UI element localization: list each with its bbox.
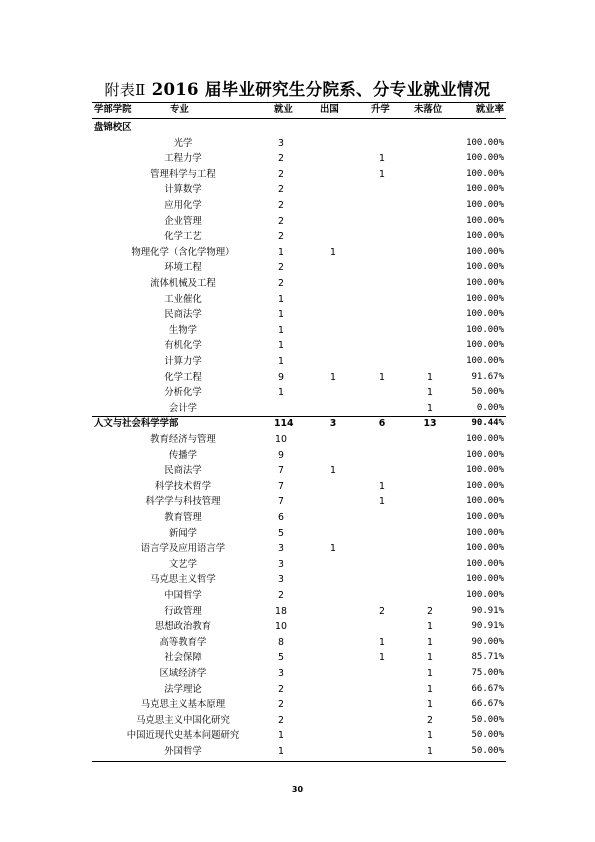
cell-rate: 50.00% (471, 387, 504, 398)
cell-rate: 66.67% (471, 683, 504, 694)
table-row (92, 604, 506, 620)
cell-unplaced: 1 (427, 621, 433, 633)
section-abroad: 3 (329, 418, 337, 430)
cell-employed: 3 (278, 558, 284, 570)
header-bottom-rule (92, 118, 506, 119)
cell-employed: 1 (278, 309, 284, 321)
table-row (92, 276, 506, 292)
cell-major: 计算力学 (164, 356, 202, 367)
section-employed: 114 (274, 418, 294, 430)
table-row (92, 650, 506, 666)
cell-major: 新闻学 (168, 527, 198, 539)
cell-rate: 100.00% (466, 558, 504, 569)
cell-rate: 100.00% (466, 137, 504, 148)
table-row (92, 338, 506, 354)
cell-employed: 10 (275, 621, 287, 633)
cell-major: 会计学 (168, 402, 198, 414)
cell-employed: 9 (278, 449, 284, 461)
cell-further-study: 1 (379, 652, 385, 664)
cell-major: 民商法学 (164, 465, 202, 477)
cell-rate: 100.00% (466, 496, 504, 507)
cell-major: 计算数学 (164, 184, 202, 196)
cell-unplaced: 1 (427, 636, 433, 648)
title-prefix: 附表Ⅱ (104, 81, 146, 99)
cell-unplaced: 1 (427, 402, 433, 414)
cell-major: 分析化学 (164, 387, 202, 399)
cell-employed: 1 (278, 387, 284, 399)
cell-major: 马克思主义基本原理 (140, 699, 226, 711)
table-row (92, 432, 506, 448)
cell-further-study: 1 (379, 371, 385, 383)
section-further-study: 6 (378, 418, 386, 430)
cell-major: 生物学 (168, 324, 198, 336)
cell-rate: 100.00% (466, 340, 504, 351)
table-row (92, 463, 506, 479)
cell-rate: 100.00% (466, 527, 504, 538)
table-row (92, 323, 506, 339)
section-divider-rule (92, 416, 506, 417)
cell-employed: 2 (278, 714, 284, 726)
title-text: 2016 届毕业研究生分院系、分专业就业情况 (151, 80, 491, 99)
cell-employed: 7 (278, 480, 284, 492)
table-row (92, 541, 506, 557)
cell-employed: 3 (278, 543, 284, 555)
table-row (92, 307, 506, 323)
cell-employed: 9 (278, 371, 284, 383)
cell-employed: 1 (278, 356, 284, 367)
table-row (92, 557, 506, 573)
header-unplaced: 未落位 (414, 104, 443, 115)
cell-rate: 100.00% (466, 168, 504, 179)
table-bottom-rule (92, 761, 506, 762)
table-row (92, 354, 506, 370)
cell-rate: 50.00% (471, 746, 504, 756)
cell-major: 科学学与科技管理 (145, 496, 221, 508)
cell-employed: 2 (278, 683, 284, 695)
table-row (92, 385, 506, 401)
page-number: 30 (291, 785, 304, 794)
cell-further-study: 1 (379, 496, 385, 508)
cell-employed: 7 (278, 465, 284, 477)
cell-major: 工业催化 (164, 293, 202, 305)
cell-employed: 2 (278, 215, 284, 227)
cell-major: 化学工艺 (164, 231, 202, 243)
page-title (0, 76, 595, 100)
table-row (92, 292, 506, 308)
cell-major: 教育经济与管理 (150, 434, 216, 445)
cell-rate: 100.00% (466, 293, 504, 304)
section-name: 盘锦校区 (94, 122, 132, 133)
cell-employed: 1 (278, 293, 284, 305)
cell-employed: 1 (278, 730, 284, 742)
cell-major: 有机化学 (164, 340, 202, 352)
table-row (92, 214, 506, 230)
cell-major: 中国近现代史基本问题研究 (126, 730, 240, 742)
cell-employed: 10 (275, 434, 287, 445)
header-rate: 就业率 (475, 104, 504, 115)
table-row (92, 728, 506, 744)
cell-rate: 100.00% (466, 465, 504, 476)
cell-rate: 91.67% (471, 371, 504, 382)
cell-employed: 3 (278, 574, 284, 586)
table-row (92, 136, 506, 152)
section-row (92, 416, 506, 432)
cell-major: 区域经济学 (159, 668, 207, 679)
cell-rate: 100.00% (466, 184, 504, 195)
table-row (92, 151, 506, 167)
cell-major: 语言学及应用语言学 (140, 543, 226, 555)
cell-major: 工程力学 (164, 153, 202, 165)
cell-employed: 1 (278, 324, 284, 336)
cell-rate: 100.00% (466, 153, 504, 164)
cell-rate: 100.00% (466, 512, 504, 522)
table-row (92, 260, 506, 276)
cell-rate: 90.91% (471, 621, 504, 632)
table-row (92, 619, 506, 635)
cell-rate: 0.00% (476, 402, 504, 413)
header-major: 专业 (170, 104, 189, 115)
cell-employed: 7 (278, 496, 284, 508)
cell-major: 科学技术哲学 (154, 480, 212, 492)
cell-major: 企业管理 (164, 215, 202, 227)
cell-major: 应用化学 (164, 200, 202, 211)
cell-unplaced: 1 (427, 699, 433, 711)
section-row (92, 120, 506, 136)
table-row (92, 245, 506, 261)
table-row (92, 494, 506, 510)
cell-further-study: 2 (379, 605, 385, 617)
cell-employed: 1 (278, 246, 284, 258)
table-header-row (92, 102, 506, 118)
table-row (92, 370, 506, 386)
table-row (92, 167, 506, 183)
cell-rate: 100.00% (466, 543, 504, 554)
table-row (92, 635, 506, 651)
cell-rate: 75.00% (471, 668, 504, 678)
cell-rate: 100.00% (466, 356, 504, 366)
cell-unplaced: 1 (427, 730, 433, 742)
cell-employed: 2 (278, 590, 284, 601)
table-row (92, 182, 506, 198)
cell-major: 马克思主义哲学 (150, 574, 216, 586)
cell-unplaced: 1 (427, 683, 433, 695)
cell-rate: 100.00% (466, 449, 504, 460)
cell-abroad: 1 (330, 465, 336, 477)
cell-employed: 3 (278, 137, 284, 149)
cell-rate: 100.00% (466, 262, 504, 273)
cell-major: 社会保障 (164, 652, 202, 664)
cell-major: 传播学 (168, 449, 198, 461)
table-row (92, 198, 506, 214)
table-row (92, 713, 506, 729)
cell-major: 教育管理 (164, 512, 202, 523)
table-row (92, 401, 506, 417)
cell-employed: 18 (275, 605, 287, 617)
cell-employed: 2 (278, 168, 284, 180)
cell-further-study: 1 (379, 480, 385, 492)
cell-unplaced: 1 (427, 387, 433, 399)
cell-major: 民商法学 (164, 309, 202, 321)
table-row (92, 448, 506, 464)
cell-rate: 66.67% (471, 699, 504, 710)
table-row (92, 479, 506, 495)
cell-employed: 2 (278, 699, 284, 711)
cell-rate: 90.91% (471, 605, 504, 616)
cell-further-study: 1 (379, 153, 385, 165)
table-row (92, 229, 506, 245)
table-row (92, 526, 506, 542)
cell-further-study: 1 (379, 636, 385, 648)
cell-major: 行政管理 (164, 605, 202, 617)
cell-rate: 100.00% (466, 278, 504, 288)
cell-rate: 100.00% (466, 215, 504, 226)
cell-employed: 8 (278, 636, 284, 648)
cell-rate: 100.00% (466, 574, 504, 585)
table-row (92, 510, 506, 526)
cell-unplaced: 1 (427, 746, 433, 757)
cell-abroad: 1 (330, 371, 336, 383)
header-further-study: 升学 (371, 104, 390, 115)
table-row (92, 697, 506, 713)
table-row (92, 682, 506, 698)
cell-major: 思想政治教育 (154, 621, 212, 633)
cell-major: 高等教育学 (159, 636, 207, 648)
table-row (92, 572, 506, 588)
cell-rate: 90.00% (471, 636, 504, 647)
header-employed: 就业 (274, 104, 293, 115)
cell-rate: 100.00% (466, 309, 504, 320)
cell-major: 物理化学（含化学物理） (131, 246, 235, 258)
cell-rate: 50.00% (471, 730, 504, 741)
cell-rate: 100.00% (466, 590, 504, 600)
cell-employed: 3 (278, 668, 284, 679)
table-row (92, 666, 506, 682)
cell-abroad: 1 (330, 543, 336, 555)
cell-major: 光学 (173, 137, 193, 149)
cell-rate: 100.00% (466, 324, 504, 335)
header-department: 学部学院 (94, 104, 132, 115)
cell-employed: 6 (278, 512, 284, 523)
cell-employed: 1 (278, 340, 284, 352)
table-row (92, 588, 506, 604)
cell-employed: 5 (278, 527, 284, 539)
cell-employed: 2 (278, 200, 284, 211)
cell-unplaced: 2 (427, 605, 433, 617)
cell-major: 管理科学与工程 (150, 168, 216, 180)
cell-further-study: 1 (379, 168, 385, 180)
cell-major: 中国哲学 (164, 590, 202, 601)
cell-major: 文艺学 (168, 558, 198, 570)
cell-employed: 2 (278, 231, 284, 243)
cell-major: 流体机械及工程 (150, 278, 216, 289)
cell-employed: 5 (278, 652, 284, 664)
cell-rate: 100.00% (466, 231, 504, 242)
cell-employed: 1 (278, 746, 284, 757)
cell-major: 化学工程 (164, 371, 202, 383)
cell-rate: 50.00% (471, 714, 504, 725)
section-unplaced: 13 (423, 418, 437, 430)
cell-rate: 100.00% (466, 434, 504, 444)
cell-employed: 2 (278, 262, 284, 274)
cell-unplaced: 2 (427, 714, 433, 726)
cell-rate: 85.71% (471, 652, 504, 663)
cell-employed: 2 (278, 278, 284, 289)
cell-major: 外国哲学 (164, 746, 202, 757)
cell-rate: 100.00% (466, 200, 504, 210)
cell-major: 环境工程 (164, 262, 202, 274)
cell-major: 马克思主义中国化研究 (136, 714, 230, 726)
cell-unplaced: 1 (427, 371, 433, 383)
section-rate: 90.44% (471, 418, 504, 429)
cell-employed: 2 (278, 184, 284, 196)
cell-abroad: 1 (330, 246, 336, 258)
cell-rate: 100.00% (466, 480, 504, 491)
header-abroad: 出国 (320, 104, 339, 115)
section-name: 人文与社会科学学部 (94, 418, 179, 430)
cell-unplaced: 1 (427, 668, 433, 679)
cell-rate: 100.00% (466, 246, 504, 257)
cell-unplaced: 1 (427, 652, 433, 664)
table-row (92, 744, 506, 760)
cell-major: 法学理论 (164, 683, 202, 695)
cell-employed: 2 (278, 153, 284, 165)
